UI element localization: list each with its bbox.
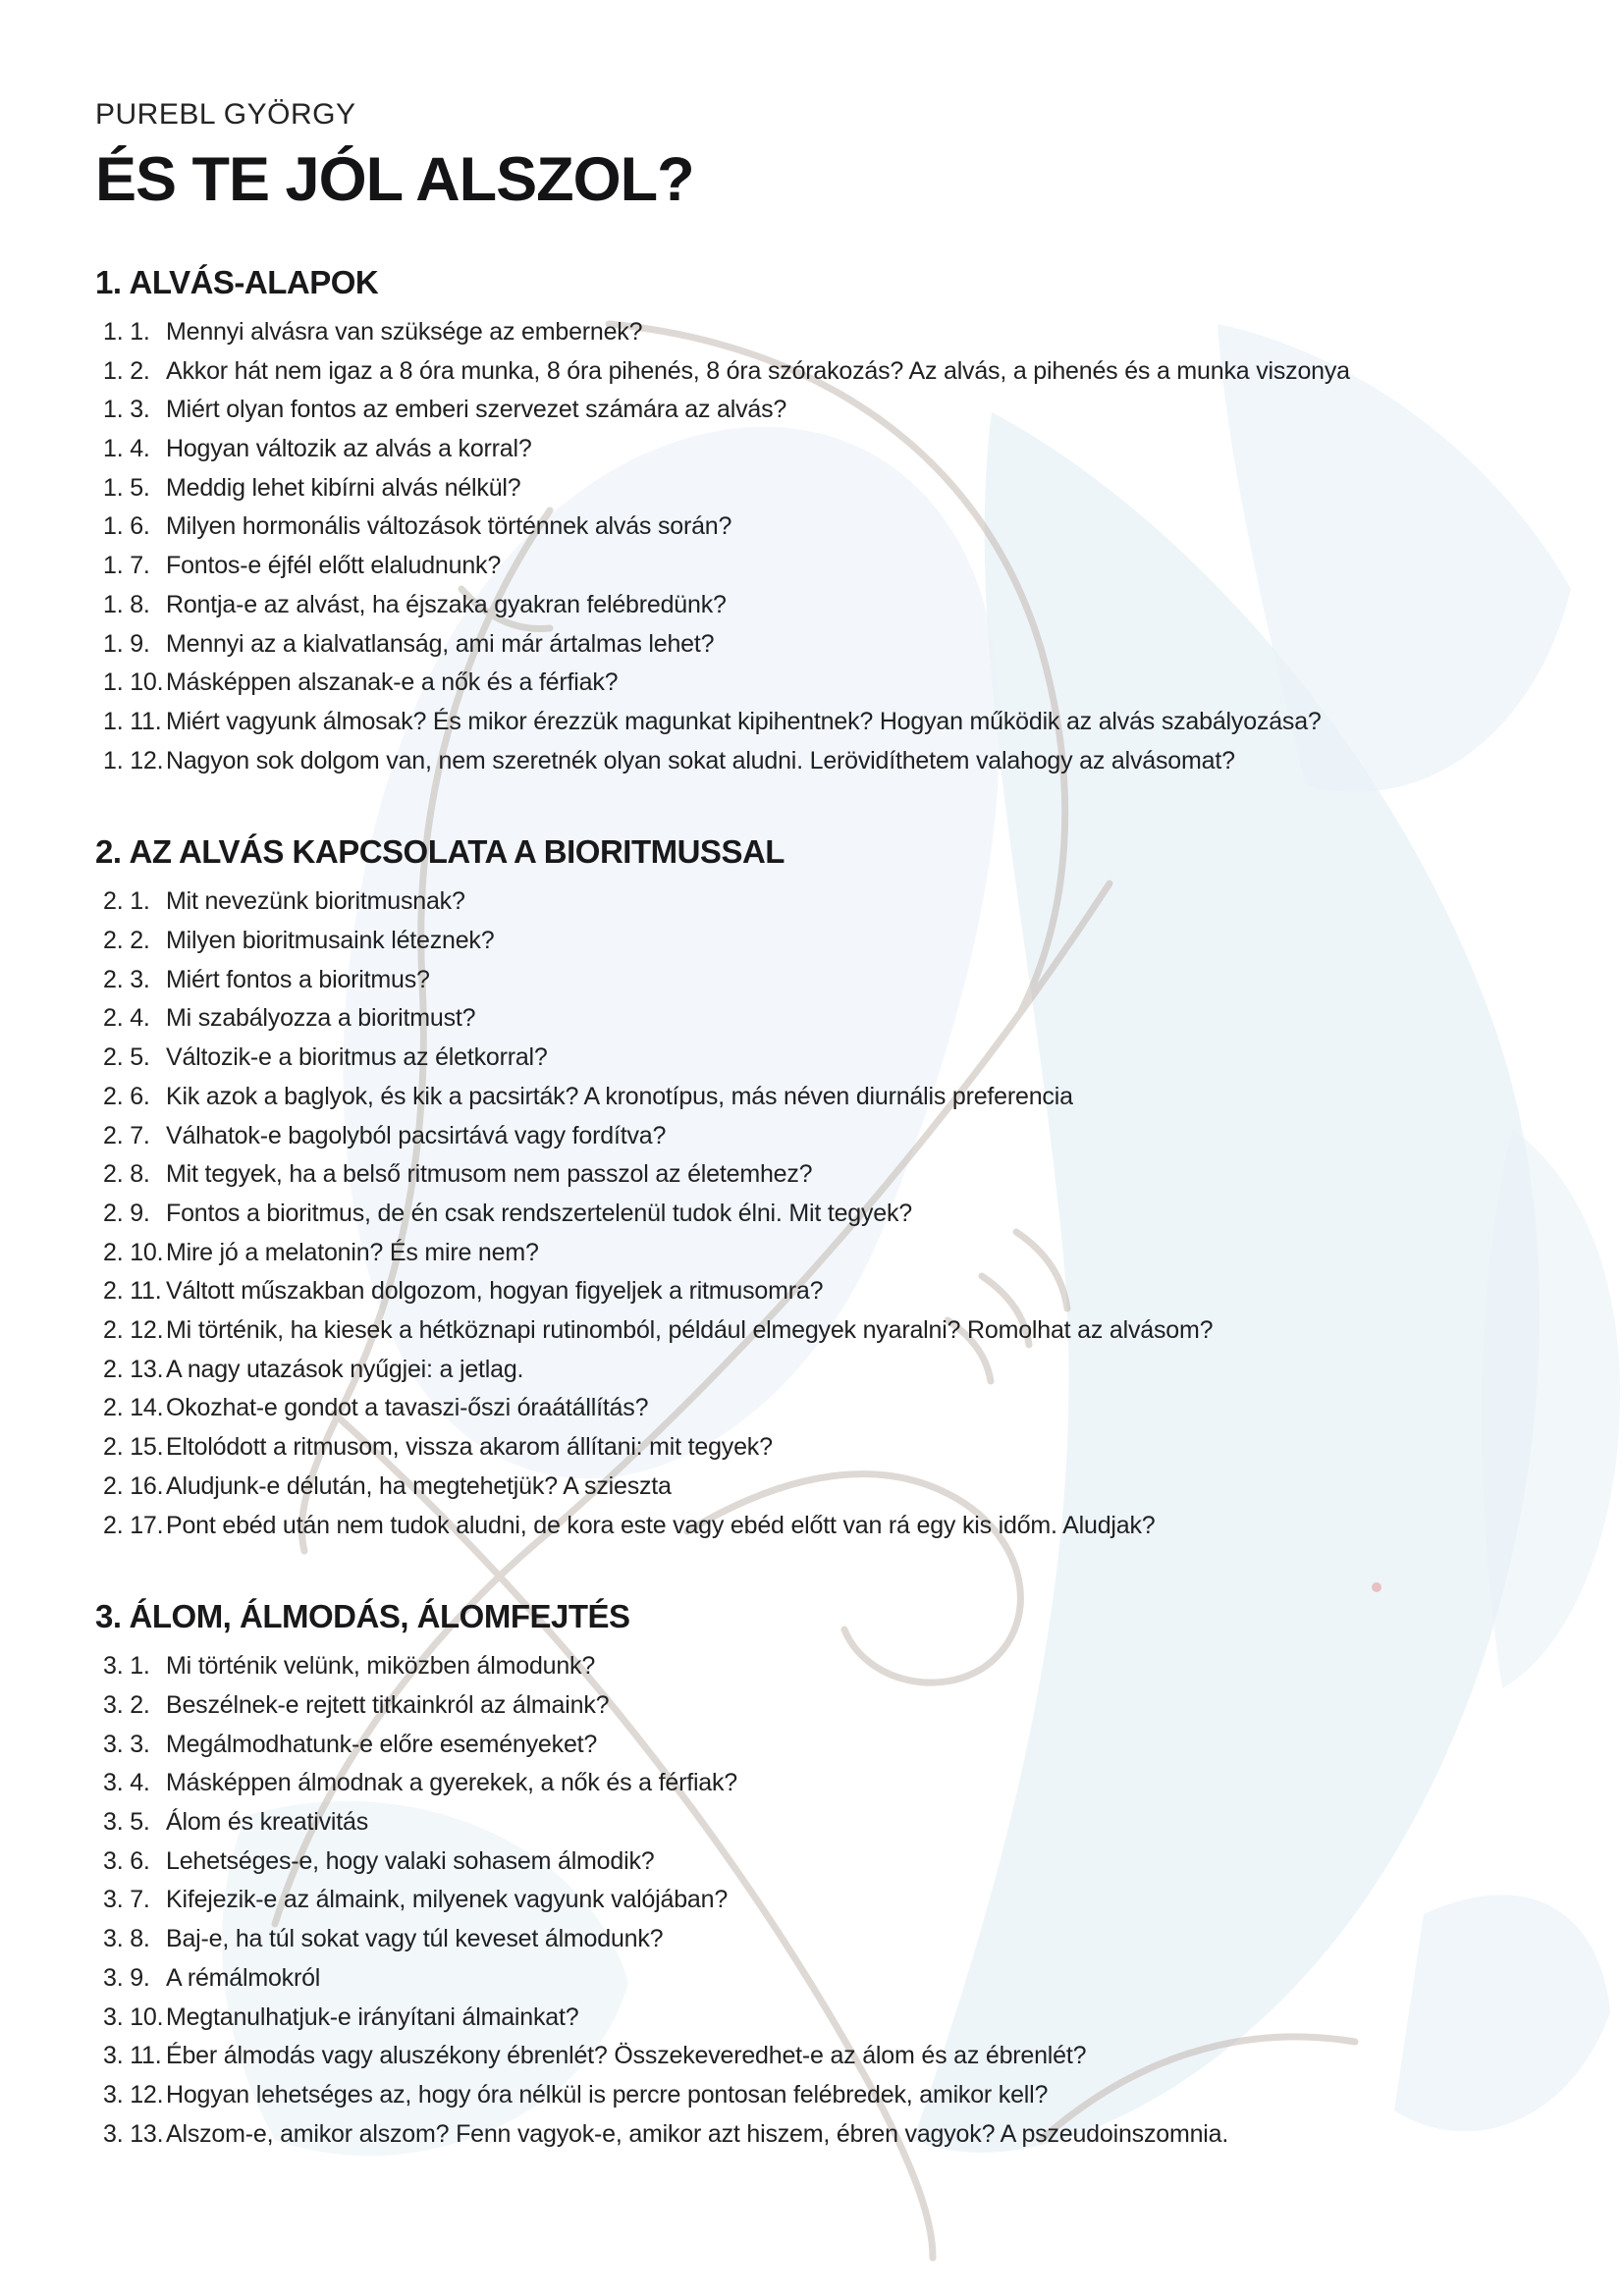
item-text: Éber álmodás vagy aluszékony ébrenlét? Összekeveredhet-e az álom és az ébrenlét? xyxy=(166,2042,1087,2070)
item-text: Miért olyan fontos az emberi szervezet számára az alvás? xyxy=(166,396,787,424)
item-number: 2. 7. xyxy=(103,1121,150,1149)
item-number: 3. 4. xyxy=(103,1769,150,1797)
toc-item xyxy=(103,703,1568,742)
item-number: 2. 14. xyxy=(103,1394,164,1422)
toc-item xyxy=(103,1764,1568,1803)
item-text: Mi történik velünk, miközben álmodunk? xyxy=(166,1652,596,1681)
item-number: 2. 10. xyxy=(103,1238,164,1266)
section-number: 3. xyxy=(95,1598,122,1635)
item-number: 1. 11. xyxy=(103,707,162,735)
item-text: Miért fontos a bioritmus? xyxy=(166,965,430,993)
item-number: 3. 2. xyxy=(103,1690,150,1719)
toc-item xyxy=(103,2076,1568,2115)
item-text: Pont ebéd után nem tudok aludni, de kora este vagy ebéd előtt van rá egy kis időm. Aludjak? xyxy=(166,1511,1156,1539)
item-text: Beszélnek-e rejtett titkainkról az álmaink? xyxy=(166,1690,610,1719)
item-number: 2. 3. xyxy=(103,965,150,993)
toc-item xyxy=(103,547,1568,586)
toc-item xyxy=(103,922,1568,961)
section-number: 2. xyxy=(95,833,122,871)
item-text: Mire jó a melatonin? És mire nem? xyxy=(166,1238,539,1266)
toc-list xyxy=(95,313,1568,780)
item-text: Álom és kreativitás xyxy=(166,1808,368,1837)
item-number: 3. 11. xyxy=(103,2042,162,2070)
item-number: 3. 12. xyxy=(103,2080,164,2109)
section-title: AZ ALVÁS KAPCSOLATA A BIORITMUSSAL xyxy=(129,833,785,871)
toc-item xyxy=(103,1803,1568,1842)
toc-list xyxy=(95,882,1568,1545)
toc-item xyxy=(103,1507,1568,1546)
toc-item xyxy=(103,1117,1568,1156)
book-title: ÉS TE JÓL ALSZOL? xyxy=(95,145,694,214)
item-text: Hogyan lehetséges az, hogy óra nélkül is percre pontosan felébredek, amikor kell? xyxy=(166,2080,1049,2109)
toc-item xyxy=(103,1726,1568,1765)
toc-item xyxy=(103,1039,1568,1078)
item-number: 3. 9. xyxy=(103,1963,150,1992)
item-number: 2. 16. xyxy=(103,1471,164,1500)
item-text: Kifejezik-e az álmaink, milyenek vagyunk valójában? xyxy=(166,1886,729,1914)
item-text: Másképpen álmodnak a gyerekek, a nők és a férfiak? xyxy=(166,1769,738,1797)
item-number: 1. 1. xyxy=(103,317,150,346)
table-of-contents xyxy=(95,264,1568,2154)
toc-item xyxy=(103,586,1568,625)
toc-item xyxy=(103,742,1568,781)
toc-item xyxy=(103,1428,1568,1468)
item-number: 3. 1. xyxy=(103,1652,150,1681)
item-number: 1. 10. xyxy=(103,668,164,697)
item-text: Váltott műszakban dolgozom, hogyan figyeljek a ritmusomra? xyxy=(166,1277,824,1306)
toc-item xyxy=(103,1881,1568,1920)
item-text: Okozhat-e gondot a tavaszi-őszi óraátállítás? xyxy=(166,1394,649,1422)
toc-item xyxy=(103,391,1568,430)
item-text: Rontja-e az alvást, ha éjszaka gyakran felébredünk? xyxy=(166,590,727,618)
item-text: Lehetséges-e, hogy valaki sohasem álmodik? xyxy=(166,1846,655,1875)
toc-content xyxy=(95,0,1568,2154)
item-number: 1. 8. xyxy=(103,590,150,618)
toc-item xyxy=(103,1647,1568,1686)
item-text: Mi szabályozza a bioritmust? xyxy=(166,1004,476,1033)
toc-item xyxy=(103,2115,1568,2155)
item-text: Változik-e a bioritmus az életkorral? xyxy=(166,1043,548,1072)
item-text: Kik azok a baglyok, és kik a pacsirták? A kronotípus, más néven diurnális preferencia xyxy=(166,1082,1073,1110)
item-number: 1. 9. xyxy=(103,629,150,658)
item-number: 2. 2. xyxy=(103,927,150,955)
item-text: Mi történik, ha kiesek a hétköznapi rutinomból, például elmegyek nyaralni? Romolhat az alvásom? xyxy=(166,1316,1214,1345)
item-text: Mennyi az a kialvatlanság, ami már ártalmas lehet? xyxy=(166,629,715,658)
item-number: 2. 1. xyxy=(103,887,150,916)
item-number: 2. 12. xyxy=(103,1316,164,1345)
toc-item xyxy=(103,882,1568,922)
toc-item xyxy=(103,1920,1568,1959)
toc-section xyxy=(95,1598,1568,2154)
toc-item xyxy=(103,469,1568,508)
item-number: 1. 6. xyxy=(103,512,150,541)
item-number: 3. 13. xyxy=(103,2119,164,2148)
item-number: 1. 2. xyxy=(103,356,150,385)
item-number: 2. 6. xyxy=(103,1082,150,1110)
item-text: Alszom-e, amikor alszom? Fenn vagyok-e, amikor azt hiszem, ébren vagyok? A pszeudoinszomnia. xyxy=(166,2119,1229,2148)
toc-item xyxy=(103,664,1568,703)
toc-item xyxy=(103,430,1568,469)
toc-item xyxy=(103,1234,1568,1273)
item-text: Baj-e, ha túl sokat vagy túl keveset álmodunk? xyxy=(166,1925,664,1953)
item-number: 2. 13. xyxy=(103,1355,164,1383)
item-number: 2. 15. xyxy=(103,1433,164,1462)
item-number: 1. 5. xyxy=(103,473,150,502)
item-number: 2. 9. xyxy=(103,1199,150,1227)
section-title: ALVÁS-ALAPOK xyxy=(129,264,379,300)
toc-item xyxy=(103,2037,1568,2076)
toc-item xyxy=(103,1842,1568,1882)
toc-item xyxy=(103,1686,1568,1726)
toc-item xyxy=(103,1195,1568,1234)
item-number: 3. 7. xyxy=(103,1886,150,1914)
item-number: 3. 3. xyxy=(103,1730,150,1758)
section-number: 1. xyxy=(95,264,122,300)
section-title: ÁLOM, ÁLMODÁS, ÁLOMFEJTÉS xyxy=(129,1598,630,1635)
item-number: 1. 4. xyxy=(103,435,150,463)
author-name: PUREBL GYÖRGY xyxy=(95,98,356,131)
toc-list xyxy=(95,1647,1568,2154)
item-text: Akkor hát nem igaz a 8 óra munka, 8 óra pihenés, 8 óra szórakozás? Az alvás, a pihenés és a munka viszonya xyxy=(166,356,1350,385)
item-number: 3. 10. xyxy=(103,2002,164,2031)
toc-item xyxy=(103,999,1568,1039)
toc-item xyxy=(103,1959,1568,1999)
item-text: Mit nevezünk bioritmusnak? xyxy=(166,887,465,916)
item-number: 2. 11. xyxy=(103,1277,162,1306)
item-text: Meddig lehet kibírni alvás nélkül? xyxy=(166,473,521,502)
toc-item xyxy=(103,1311,1568,1351)
item-number: 3. 6. xyxy=(103,1846,150,1875)
item-text: A nagy utazások nyűgjei: a jetlag. xyxy=(166,1355,524,1383)
item-text: Megtanulhatjuk-e irányítani álmainkat? xyxy=(166,2002,579,2031)
item-text: Másképpen alszanak-e a nők és a férfiak? xyxy=(166,668,619,697)
item-text: Mennyi alvásra van szüksége az embernek? xyxy=(166,317,643,346)
toc-item xyxy=(103,1999,1568,2038)
item-number: 1. 3. xyxy=(103,396,150,424)
section-heading xyxy=(95,833,1568,871)
item-text: Mit tegyek, ha a belső ritmusom nem passzol az életemhez? xyxy=(166,1160,813,1189)
item-text: A rémálmokról xyxy=(166,1963,321,1992)
toc-item xyxy=(103,1389,1568,1428)
item-text: Milyen hormonális változások történnek alvás során? xyxy=(166,512,732,541)
item-number: 3. 5. xyxy=(103,1808,150,1837)
item-number: 1. 12. xyxy=(103,746,164,774)
toc-section xyxy=(95,264,1568,780)
item-text: Fontos-e éjfél előtt elaludnunk? xyxy=(166,552,502,580)
item-number: 2. 4. xyxy=(103,1004,150,1033)
toc-section xyxy=(95,833,1568,1545)
item-number: 2. 5. xyxy=(103,1043,150,1072)
item-number: 1. 7. xyxy=(103,552,150,580)
item-text: Miért vagyunk álmosak? És mikor érezzük magunkat kipihentnek? Hogyan működik az alvás szabályozása? xyxy=(166,707,1322,735)
item-text: Megálmodhatunk-e előre eseményeket? xyxy=(166,1730,598,1758)
toc-item xyxy=(103,1155,1568,1195)
item-text: Aludjunk-e délután, ha megtehetjük? A szieszta xyxy=(166,1471,672,1500)
item-number: 2. 17. xyxy=(103,1511,164,1539)
section-heading xyxy=(95,1598,1568,1635)
item-number: 3. 8. xyxy=(103,1925,150,1953)
toc-item xyxy=(103,1468,1568,1507)
toc-item xyxy=(103,1351,1568,1390)
toc-item xyxy=(103,313,1568,352)
toc-item xyxy=(103,625,1568,665)
toc-item xyxy=(103,961,1568,1000)
item-text: Fontos a bioritmus, de én csak rendszertelenül tudok élni. Mit tegyek? xyxy=(166,1199,913,1227)
section-heading xyxy=(95,264,1568,301)
item-number: 2. 8. xyxy=(103,1160,150,1189)
toc-item xyxy=(103,352,1568,392)
item-text: Nagyon sok dolgom van, nem szeretnék olyan sokat aludni. Lerövidíthetem valahogy az alvásomat? xyxy=(166,746,1235,774)
item-text: Eltolódott a ritmusom, vissza akarom állítani: mit tegyek? xyxy=(166,1433,773,1462)
toc-item xyxy=(103,507,1568,547)
item-text: Milyen bioritmusaink léteznek? xyxy=(166,927,495,955)
toc-item xyxy=(103,1078,1568,1117)
toc-item xyxy=(103,1272,1568,1311)
item-text: Hogyan változik az alvás a korral? xyxy=(166,435,532,463)
item-text: Válhatok-e bagolyból pacsirtává vagy fordítva? xyxy=(166,1121,667,1149)
